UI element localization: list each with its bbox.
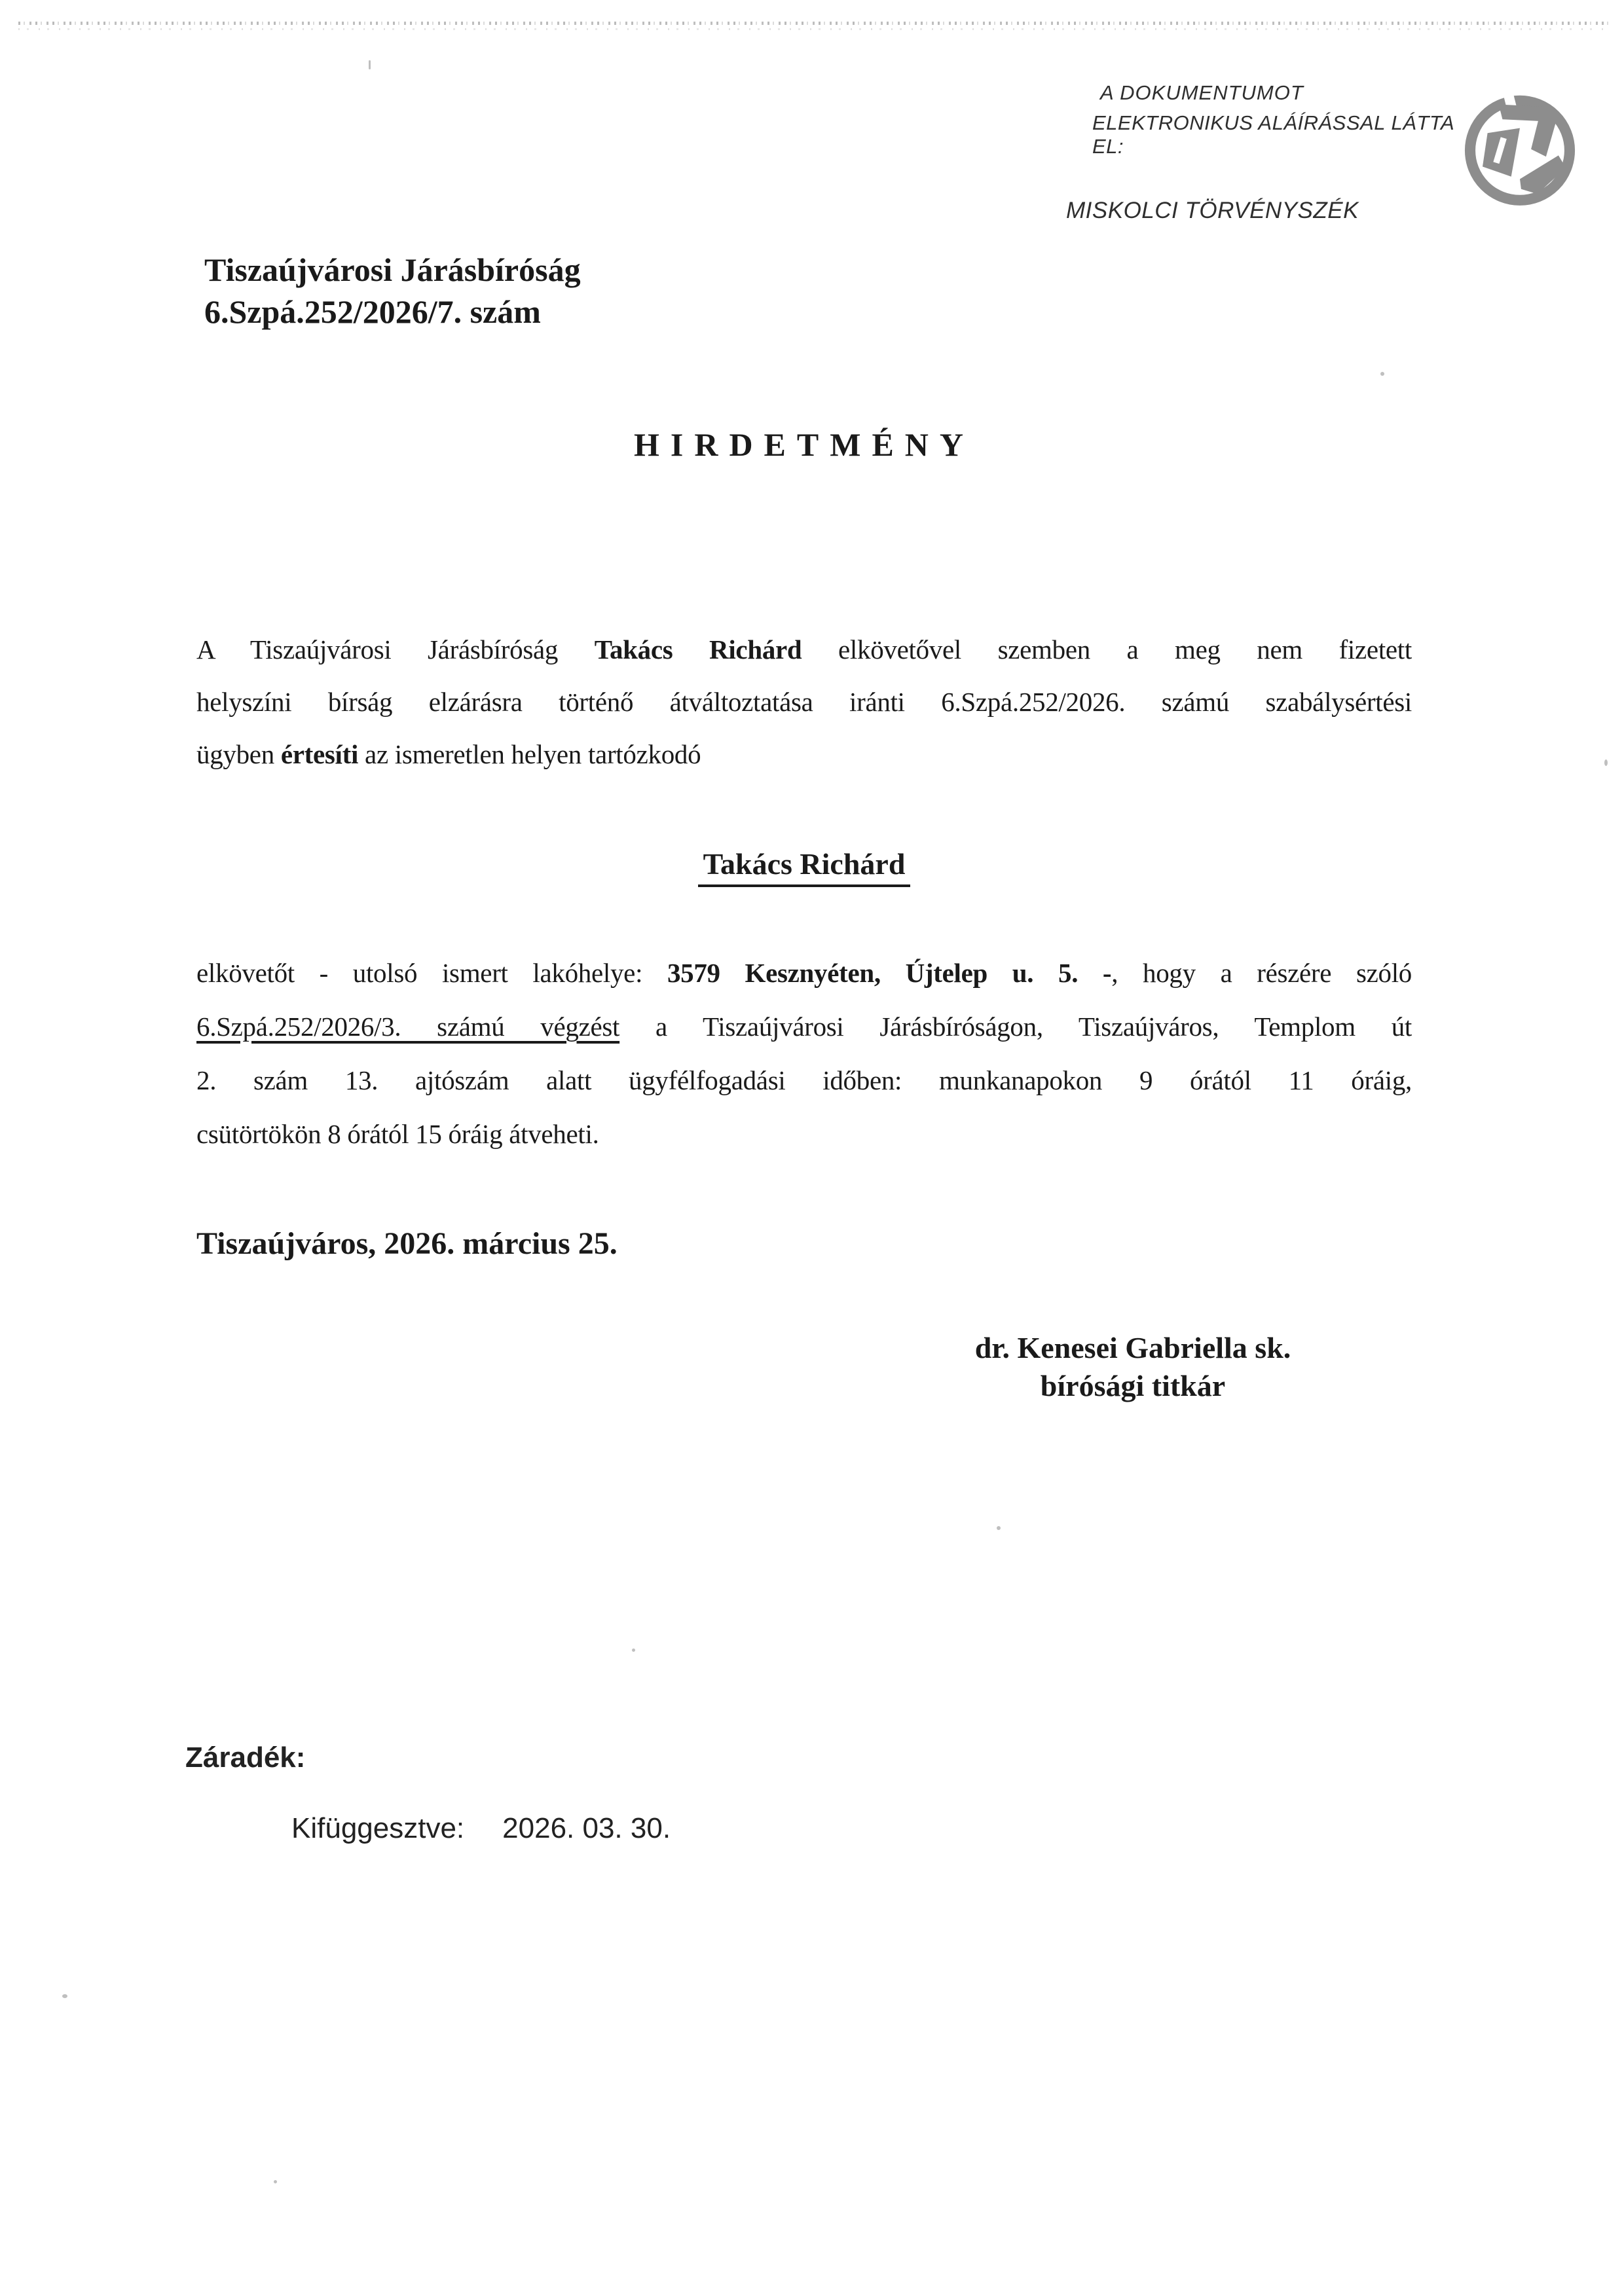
signer-title: bírósági titkár	[1040, 1369, 1226, 1402]
scan-artifact-line	[18, 22, 1608, 25]
text-segment: a Tiszaújvárosi Járásbíróságon, Tiszaújváros, Templom út	[619, 1011, 1412, 1042]
text-line	[196, 676, 1412, 728]
stamp-line-1: A DOKUMENTUMOT	[1100, 81, 1304, 104]
scan-speck	[1380, 372, 1384, 376]
posted-line	[291, 1812, 671, 1845]
scan-speck	[1604, 759, 1608, 766]
date-line: Tiszaújváros, 2026. március 25.	[196, 1226, 618, 1261]
document-header	[204, 249, 581, 333]
posted-label: Kifüggesztve:	[291, 1812, 465, 1844]
court-emblem-logo	[1458, 84, 1582, 212]
text-segment: 6.Szpá.252/2026/3. számú végzést	[196, 1011, 620, 1042]
text-segment: elkövetővel szemben a meg nem fizetett	[802, 634, 1412, 665]
e-signature-stamp	[1066, 81, 1459, 224]
signer-name: dr. Kenesei Gabriella sk.	[974, 1331, 1291, 1364]
text-line	[196, 623, 1412, 676]
paragraph-intro	[196, 623, 1412, 780]
text-segment: 3579 Kesznyéten, Újtelep u. 5. -	[667, 958, 1112, 988]
text-segment: csütörtökön 8 órától 15 óráig átveheti.	[196, 1119, 599, 1149]
text-segment: Takács Richárd	[594, 634, 802, 665]
text-line	[196, 1053, 1412, 1107]
closing-clause-label: Záradék:	[185, 1741, 306, 1774]
text-segment: értesíti	[280, 739, 359, 769]
subject-name: Takács Richárd	[698, 847, 911, 887]
text-segment: A Tiszaújvárosi Járásbíróság	[196, 634, 595, 665]
text-segment: az ismeretlen helyen tartózkodó	[358, 739, 701, 769]
text-line	[196, 728, 1412, 780]
scan-speck	[62, 1994, 67, 1998]
case-number: 6.Szpá.252/2026/7. szám	[204, 293, 541, 330]
text-line	[196, 1000, 1412, 1053]
stamp-authority: MISKOLCI TÖRVÉNYSZÉK	[1066, 198, 1359, 223]
scan-speck	[997, 1526, 1001, 1530]
text-segment: 2. szám 13. ajtószám alatt ügyfélfogadási időben: munkanapokon 9 órától 11 óráig,	[196, 1065, 1412, 1095]
scan-speck	[369, 60, 371, 69]
scan-speck	[632, 1649, 635, 1652]
paragraph-details	[196, 946, 1412, 1161]
text-line	[196, 946, 1412, 1000]
text-segment: elkövetőt - utolsó ismert lakóhelye:	[196, 958, 667, 988]
posted-date: 2026. 03. 30.	[502, 1812, 671, 1844]
stamp-line-2: ELEKTRONIKUS ALÁÍRÁSSAL LÁTTA EL:	[1092, 111, 1454, 158]
signature-block	[871, 1329, 1395, 1405]
court-name: Tiszaújvárosi Járásbíróság	[204, 251, 581, 288]
document-title: HIRDETMÉNY	[633, 426, 975, 463]
subject-name-row	[196, 847, 1412, 881]
text-segment: helyszíni bírság elzárásra történő átváltoztatása iránti 6.Szpá.252/2026. számú szabálysértési	[196, 687, 1412, 717]
text-segment: ügyben	[196, 739, 281, 769]
scan-speck	[274, 2180, 277, 2183]
text-line	[196, 1107, 1412, 1161]
scan-artifact-line	[18, 28, 1608, 30]
text-segment: , hogy a részére szóló	[1111, 958, 1412, 988]
